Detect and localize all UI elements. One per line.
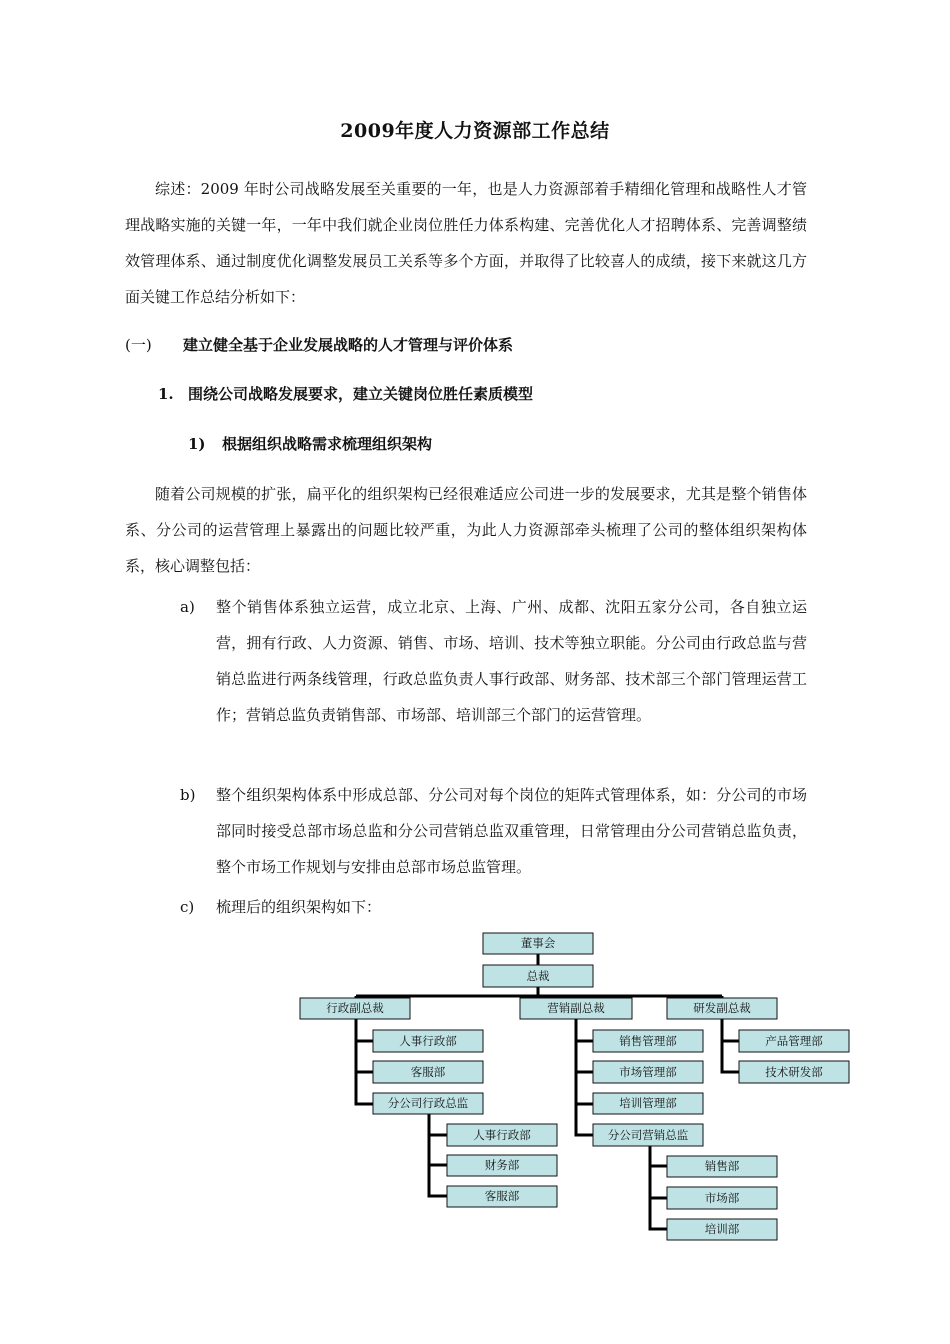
list-item-label: b) (180, 786, 196, 804)
org-node-label: 培训部 (704, 1222, 740, 1236)
org-node-label: 分公司行政总监 (387, 1096, 469, 1110)
org-node-label: 产品管理部 (765, 1034, 823, 1048)
org-node-label: 总裁 (526, 969, 550, 983)
subsection-number: 1. (158, 385, 174, 403)
org-node-ceo (483, 965, 593, 987)
org-node-label: 董事会 (520, 936, 556, 950)
summary-paragraph: 综述：2009 年时公司战略发展至关重要的一年，也是人力资源部着手精细化管理和战略性人才管理战略实施的关键一年，一年中我们就企业岗位胜任力体系构建、完善优化人才招聘体系、完善调整绩效管理体系、通过制度优化调整发展员工关系等多个方面，并取得了比较喜人的成绩，接下来就这几方面关键工作总结分析如下： (125, 180, 807, 306)
intro-paragraph: 随着公司规模的扩张，扁平化的组织架构已经很难适应公司进一步的发展要求，尤其是整个销售体系、分公司的运营管理上暴露出的问题比较严重，为此人力资源部牵头梳理了公司的整体组织架构体系，核心调整包括： (125, 485, 807, 575)
org-node-board (483, 933, 593, 954)
org-node-label: 财务部 (484, 1158, 520, 1172)
org-node-tech-rd (739, 1061, 849, 1083)
org-node-branch-sales (593, 1124, 703, 1146)
org-node-branch-admin (373, 1093, 483, 1114)
org-node-branch-admin-finance (447, 1155, 557, 1176)
list-item-label: a) (180, 598, 195, 616)
org-node-sales-mgmt (593, 1030, 703, 1052)
document-title: 2009年度人力资源部工作总结 (340, 120, 610, 142)
org-node-label: 分公司营销总监 (607, 1128, 689, 1142)
org-node-sales-vp (520, 998, 632, 1019)
org-node-branch-training-dept (667, 1219, 777, 1240)
org-node-branch-admin-cs (447, 1186, 557, 1207)
org-node-admin-vp (300, 998, 410, 1019)
org-node-label: 营销副总裁 (547, 1001, 605, 1015)
list-item-text: 整个销售体系独立运营，成立北京、上海、广州、成都、沈阳五家分公司，各自独立运营，拥有行政、人力资源、销售、市场、培训、技术等独立职能。分公司由行政总监与营销总监进行两条线管理，行政总监负责人事行政部、财务部、技术部三个部门管理运营工作；营销总监负责销售部、市场部、培训部三个部门的运营管理。 (216, 598, 807, 724)
org-node-label: 研发副总裁 (693, 1001, 751, 1015)
org-node-branch-market-dept (667, 1187, 777, 1209)
section-number: (一) (125, 336, 152, 354)
list-item-label: c) (180, 898, 195, 916)
org-node-branch-sales-dept (667, 1156, 777, 1177)
org-node-label: 技术研发部 (765, 1065, 823, 1079)
section-title: 建立健全基于企业发展战略的人才管理与评价体系 (183, 336, 514, 354)
org-node-market-mgmt (593, 1061, 703, 1083)
org-node-branch-admin-hr (447, 1124, 557, 1146)
list-item-text: 梳理后的组织架构如下： (216, 898, 382, 916)
org-node-label: 培训管理部 (619, 1096, 677, 1110)
list-item-text: 整个组织架构体系中形成总部、分公司对每个岗位的矩阵式管理体系，如：分公司的市场部同时接受总部市场总监和分公司营销总监双重管理，日常管理由分公司营销总监负责，整个市场工作规划与安排由总部市场总监管理。 (216, 786, 807, 876)
org-node-admin-hr (373, 1030, 483, 1052)
org-node-training-mgmt (593, 1093, 703, 1114)
org-node-label: 市场管理部 (619, 1065, 677, 1079)
org-node-label: 客服部 (484, 1189, 520, 1203)
org-node-product-mgmt (739, 1030, 849, 1052)
org-node-label: 销售管理部 (619, 1034, 677, 1048)
org-node-label: 人事行政部 (399, 1034, 457, 1048)
org-node-label: 市场部 (704, 1191, 740, 1205)
subsection-title: 围绕公司战略发展要求，建立关键岗位胜任素质模型 (188, 385, 534, 403)
org-node-admin-cs (373, 1061, 483, 1083)
org-node-label: 人事行政部 (473, 1128, 531, 1142)
org-node-label: 客服部 (410, 1065, 446, 1079)
org-node-label: 行政副总裁 (326, 1001, 384, 1015)
org-node-rd-vp (667, 998, 777, 1019)
org-node-label: 销售部 (704, 1159, 740, 1173)
subsubsection-number: 1) (188, 435, 206, 453)
subsubsection-title: 根据组织战略需求梳理组织架构 (222, 435, 433, 453)
